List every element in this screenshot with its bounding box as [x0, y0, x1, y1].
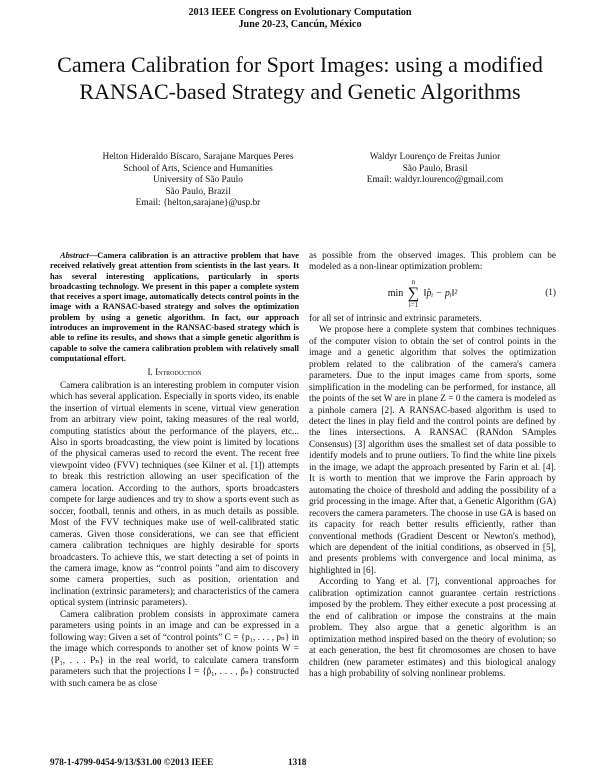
author-block-1 [78, 152, 318, 210]
abstract [50, 251, 299, 364]
author-city: São Paulo, Brasil [402, 163, 468, 174]
abstract-text: —Camera calibration is an attractive problem that have received relatively great attention from scientists in the last years. It has several interesting applications, particularly in sports broadcasting technology. We present in this paper a complete system that receives a sport image, automatically detects control points in the image with a RANSAC-based strategy and solves the optimization problem by using a genetic algorithm. In fact, our approach introduces an improvement in the RANSAC-based strategy which is able to refine its results, and shows that a simple genetic algorithm is capable to solve the camera calibration problem with relatively small computational effort. [50, 251, 299, 363]
right-column [309, 251, 556, 680]
sum-upper: n [411, 278, 416, 287]
sigma-symbol: ∑ [407, 285, 420, 303]
section-title: Introduction [155, 367, 202, 378]
author-university: University of São Paulo [153, 175, 243, 186]
conference-header [0, 7, 600, 30]
section-number: I. [147, 367, 156, 378]
section-heading [50, 367, 299, 378]
equation-number: (1) [545, 288, 556, 299]
equation-body [309, 278, 536, 309]
paragraph: as possible from the observed images. This problem can be modeled as a non-linear optimization problem: [309, 251, 556, 273]
left-column [50, 251, 299, 690]
author-email: Email: waldyr.lourenco@gmail.com [366, 175, 504, 186]
author-email: Email: {helton,sarajane}@usp.br [135, 198, 261, 209]
author-school: School of Arts, Science and Humanities [123, 163, 273, 174]
footer-isbn: 978-1-4799-0454-9/13/$31.00 ©2013 IEEE [50, 757, 214, 767]
sum-lower: i=1 [408, 301, 419, 310]
conference-name: 2013 IEEE Congress on Evolutionary Computation [188, 7, 412, 18]
paragraph: Camera calibration is an interesting problem in computer vision which has several application. Especially in sports video, its enable the insertion of virtual elements in scene, virtual view generation from an arbitrary view point, taking measures of the real world, computing statistics about the performance of the players, etc... Also in sports broadcasting, the view point is limited by locations of the physical cameras used to record the event. The recent free viewpoint video (FVV) techniques (see Kilner et al. [1]) attempts to break this restriction allowing an user specification of the camera location. According to the authors, sports broadcasters compete for large audiences and try to show a sports event such as soccer, football, tennis and others, in as much details as possible. Most of the FVV techniques make use of well-calibrated static cameras. Given those considerations, we can see that efficient camera calibration techniques are highly desirable for sports broadcasters. To achieve this, we start detecting a set of points in the camera image, know as “control points ”and aim to discovery some camera properties, such as position, orientation and inclination (extrinsic parameters); and characteristics of the camera optical system (intrinsic parameters). [50, 380, 299, 609]
summation [408, 278, 419, 309]
page-number: 1318 [288, 757, 307, 767]
author-names: Helton Hideraldo Bíscaro, Sarajane Marques Peres [102, 152, 294, 162]
author-names: Waldyr Lourenço de Freitas Junior [369, 152, 501, 162]
equation-1 [309, 276, 556, 312]
conference-dates: June 20-23, Cancún, México [238, 18, 362, 30]
equation-term: ‖p̂ᵢ − pᵢ‖² [423, 288, 458, 300]
paragraph: We propose here a complete system that combines techniques of the computer vision to obtain the set of control points in the image and a genetic algorithm that solves the optimization problem related to the calibration of the camera's camera parameters. Due to the input images came from sports, some simplification in the modeling can be performed, for instance, all the points of the set W are in plane Z = 0 the camera is modeled as a pinhole camera [2]. A RANSAC-based algorithm is used to detect the lines in play field and the control points are defined by the lines intersections. A RANSAC (RANdon SAmples Consensus) [3] algorithm uses the smallest set of data possible to identify models and to prune outliers. To find the white line pixels in the image, we adapt the approach presented by Farin et al. [4]. It is worth to mention that we improve the Farin approach by automating the choice of threshold and adding the possibility of a grid processing in the image. After that, a Genetic Algorithm (GA) recovers the camera parameters. The choose in use GA is based on its capacity for reach better results efficiently, rather than conventional methods (Gradient Descent or Newton's method), which are dependent of the initial conditions, as observed in [5], and presents problems with convergence and local minima, as highlighted in [6]. [309, 325, 556, 576]
paper-title: Camera Calibration for Sport Images: using a modified RANSAC-based Strategy and Genetic Algorithms [57, 52, 543, 104]
paragraph: for all set of intrinsic and extrinsic parameters. [309, 313, 482, 324]
paragraph: According to Yang et al. [7], conventional approaches for calibration optimization cannot guarantee certain restrictions imposed by the problem. They either execute a post processing at the end of calibration or impose the constrains at the main problem. They also argue that a genetic algorithm is an optimization method inspired based on the theory of evolution; so at each generation, the best fit chromosomes are chosen to have children (new parameter estimates) and this biological analogy has a high probability of solving nonlinear problems. [309, 577, 556, 679]
author-block-2 [330, 152, 540, 187]
equation-min: min [387, 288, 404, 300]
author-city: São Paulo, Brazil [165, 186, 231, 197]
abstract-label: Abstract [60, 251, 89, 260]
paragraph: Camera calibration problem consists in approximate camera parameters using points in an image and can be expressed in a following way: Given a set of “control points” C = {p₁, . . . , pₙ} in the image which corresponds to another set of know points W = {P₁, . . . Pₙ} in the real world, to calculate camera transform parameters such that the projections I = {p̂₁, . . . , p̂ₙ} constructed with such camera be as close [50, 609, 299, 689]
